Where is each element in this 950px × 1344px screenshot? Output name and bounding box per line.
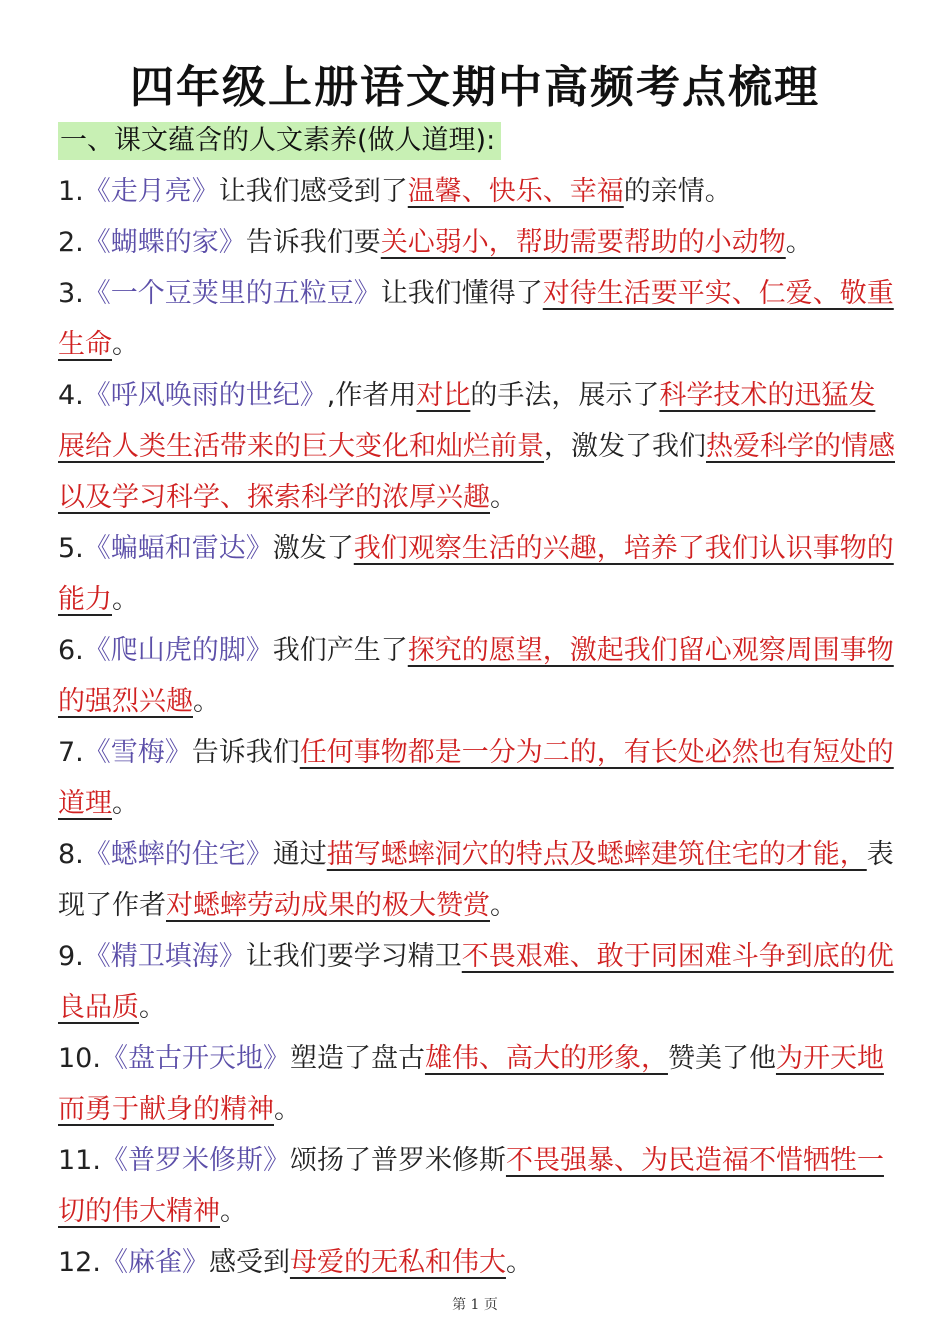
answer-text: 温馨、快乐、幸福	[407, 176, 624, 207]
list-item	[58, 727, 898, 829]
item-number: 11.	[58, 1145, 101, 1176]
list-item	[58, 1033, 898, 1135]
item-text: 。	[112, 788, 139, 819]
item-number: 10.	[58, 1043, 101, 1074]
item-text: 激发了	[272, 533, 354, 564]
item-number: 2.	[58, 227, 84, 258]
answer-text: 关心弱小，帮助需要帮助的小动物	[380, 227, 786, 258]
book-title: 《麻雀》	[100, 1247, 209, 1278]
item-number: 8.	[58, 839, 84, 870]
page-title: 四年级上册语文期中高频考点梳理	[130, 62, 820, 113]
book-title: 《蟋蟀的住宅》	[83, 839, 273, 870]
list-item	[58, 931, 898, 1033]
book-title: 《蝴蝶的家》	[83, 227, 246, 258]
answer-text: 为开天地而勇于献身的精神	[58, 1043, 884, 1125]
item-number: 1.	[58, 176, 84, 207]
item-text: 通过	[272, 839, 327, 870]
item-text: 。	[112, 584, 139, 615]
answer-text: 不畏艰难、敢于同困难斗争到底的优良品质	[58, 941, 894, 1023]
item-text: 塑造了盘古	[289, 1043, 425, 1074]
item-text: 。	[139, 992, 166, 1023]
item-text: 让我们感受到了	[218, 176, 408, 207]
item-text: 告诉我们要	[245, 227, 381, 258]
item-list	[58, 166, 898, 1288]
answer-text: 不畏强暴、为民造福不惜牺牲一切的伟大精神	[58, 1145, 884, 1227]
answer-text: 热爱科学的情感以及学习科学、探索科学的浓厚兴趣	[58, 431, 895, 513]
answer-text: 对待生活要平实、仁爱、敬重生命	[58, 278, 894, 360]
item-number: 9.	[58, 941, 84, 972]
item-text: 。	[193, 686, 220, 717]
item-text: ,作者用	[326, 380, 417, 411]
item-number: 12.	[58, 1247, 101, 1278]
book-title: 《爬山虎的脚》	[83, 635, 273, 666]
item-text: 表现了作者	[58, 839, 894, 921]
page-number: 第 1 页	[452, 1297, 498, 1313]
answer-text: 描写蟋蟀洞穴的特点及蟋蟀建筑住宅的才能，	[326, 839, 867, 870]
item-number: 5.	[58, 533, 84, 564]
book-title: 《走月亮》	[83, 176, 219, 207]
item-text: 的手法，展示了	[470, 380, 660, 411]
item-text: 的亲情。	[623, 176, 732, 207]
book-title: 《蝙蝠和雷达》	[83, 533, 273, 564]
item-text: ，激发了我们	[544, 431, 706, 462]
item-text: 。	[274, 1094, 301, 1125]
book-title: 《一个豆荚里的五粒豆》	[83, 278, 381, 309]
answer-text: 科学技术的迅猛发展给人类生活带来的巨大变化和灿烂前景	[58, 380, 876, 462]
item-text: 。	[490, 482, 517, 513]
list-item	[58, 166, 898, 217]
item-number: 6.	[58, 635, 84, 666]
book-title: 《普罗米修斯》	[100, 1145, 290, 1176]
answer-text: 对比	[416, 380, 471, 411]
answer-text: 任何事物都是一分为二的，有长处必然也有短处的道理	[58, 737, 894, 819]
item-text: 。	[220, 1196, 247, 1227]
item-text: 。	[112, 329, 139, 360]
answer-text: 母爱的无私和伟大	[289, 1247, 506, 1278]
section-heading: 一、课文蕴含的人文素养(做人道理):	[58, 122, 501, 160]
list-item	[58, 523, 898, 625]
book-title: 《雪梅》	[83, 737, 192, 768]
item-number: 3.	[58, 278, 84, 309]
item-text: 告诉我们	[191, 737, 300, 768]
answer-text: 对蟋蟀劳动成果的极大赞赏	[166, 890, 490, 921]
list-item	[58, 370, 898, 523]
item-text: 感受到	[208, 1247, 290, 1278]
list-item	[58, 217, 898, 268]
list-item	[58, 268, 898, 370]
list-item	[58, 625, 898, 727]
item-text: 让我们懂得了	[380, 278, 543, 309]
list-item	[58, 1237, 898, 1288]
book-title: 《盘古开天地》	[100, 1043, 290, 1074]
item-text: 。	[505, 1247, 533, 1278]
list-item	[58, 1135, 898, 1237]
item-text: 让我们要学习精卫	[245, 941, 462, 972]
item-text: 我们产生了	[272, 635, 408, 666]
item-text: 赞美了他	[667, 1043, 776, 1074]
item-number: 4.	[58, 380, 84, 411]
answer-text: 我们观察生活的兴趣，培养了我们认识事物的能力	[58, 533, 894, 615]
item-text: 。	[785, 227, 813, 258]
answer-text: 探究的愿望，激起我们留心观察周围事物的强烈兴趣	[58, 635, 894, 717]
item-number: 7.	[58, 737, 84, 768]
book-title: 《呼风唤雨的世纪》	[83, 380, 327, 411]
list-item	[58, 829, 898, 931]
answer-text: 雄伟、高大的形象，	[424, 1043, 668, 1074]
item-text: 颂扬了普罗米修斯	[289, 1145, 506, 1176]
item-text: 。	[490, 890, 517, 921]
book-title: 《精卫填海》	[83, 941, 246, 972]
